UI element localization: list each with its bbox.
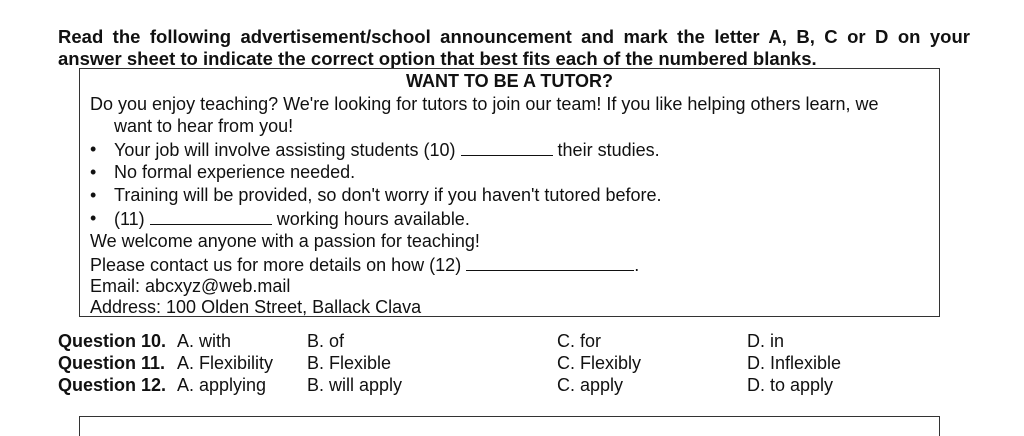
ad-title: WANT TO BE A TUTOR? [406, 71, 613, 91]
next-section-box-edge [79, 416, 940, 436]
question-11-option-b[interactable]: B. Flexible [307, 353, 392, 373]
bullet-item-2: No formal experience needed. [114, 162, 356, 182]
question-12-option-d[interactable]: D. to apply [747, 375, 834, 395]
ad-intro-line-1: Do you enjoy teaching? We're looking for tutors to join our team! If you like helping others learn, we [90, 94, 879, 114]
instruction-text: Read the following advertisement/school announcement and mark the letter A, B, C or D on your answer sheet to indicate the correct option that best fits each of the numbered blanks. [58, 26, 970, 69]
bullet-item-3: Training will be provided, so don't worry if you haven't tutored before. [114, 185, 662, 205]
bullet-item-4 [114, 208, 470, 229]
address-line: Address: 100 Olden Street, Ballack Clava [90, 297, 422, 317]
contact-text-before: Please contact us for more details on how (12) [90, 255, 462, 275]
bullet-dot-3: • [90, 185, 97, 205]
question-12-option-a[interactable]: A. applying [177, 375, 267, 395]
ad-intro-line-2: want to hear from you! [114, 116, 294, 136]
question-12-option-c[interactable]: C. apply [557, 375, 624, 395]
bullet-dot-1: • [90, 139, 97, 159]
blank-10 [461, 139, 553, 156]
question-12-label: Question 12. [58, 375, 167, 395]
blank-12 [466, 254, 634, 271]
question-11-option-c[interactable]: C. Flexibly [557, 353, 642, 373]
question-10-label: Question 10. [58, 331, 167, 351]
contact-text-after: . [634, 255, 640, 275]
question-11-option-d[interactable]: D. Inflexible [747, 353, 842, 373]
bullet-1-text-before: Your job will involve assisting students (10) [114, 140, 456, 160]
bullet-4-text-after: working hours available. [276, 209, 470, 229]
question-12-option-b[interactable]: B. will apply [307, 375, 403, 395]
blank-11 [150, 208, 272, 225]
bullet-4-text-before: (11) [114, 209, 145, 229]
bullet-dot-4: • [90, 208, 97, 228]
question-10-option-c[interactable]: C. for [557, 331, 602, 351]
question-10-option-b[interactable]: B. of [307, 331, 345, 351]
welcome-line: We welcome anyone with a passion for teaching! [90, 231, 480, 251]
bullet-dot-2: • [90, 162, 97, 182]
question-10-option-a[interactable]: A. with [177, 331, 232, 351]
question-11-option-a[interactable]: A. Flexibility [177, 353, 274, 373]
question-10-option-d[interactable]: D. in [747, 331, 785, 351]
bullet-1-text-after: their studies. [557, 140, 660, 160]
advertisement-box [79, 68, 940, 317]
question-11-label: Question 11. [58, 353, 166, 373]
bullet-item-1 [114, 139, 660, 160]
contact-line [90, 254, 639, 275]
email-line: Email: abcxyz@web.mail [90, 276, 291, 296]
